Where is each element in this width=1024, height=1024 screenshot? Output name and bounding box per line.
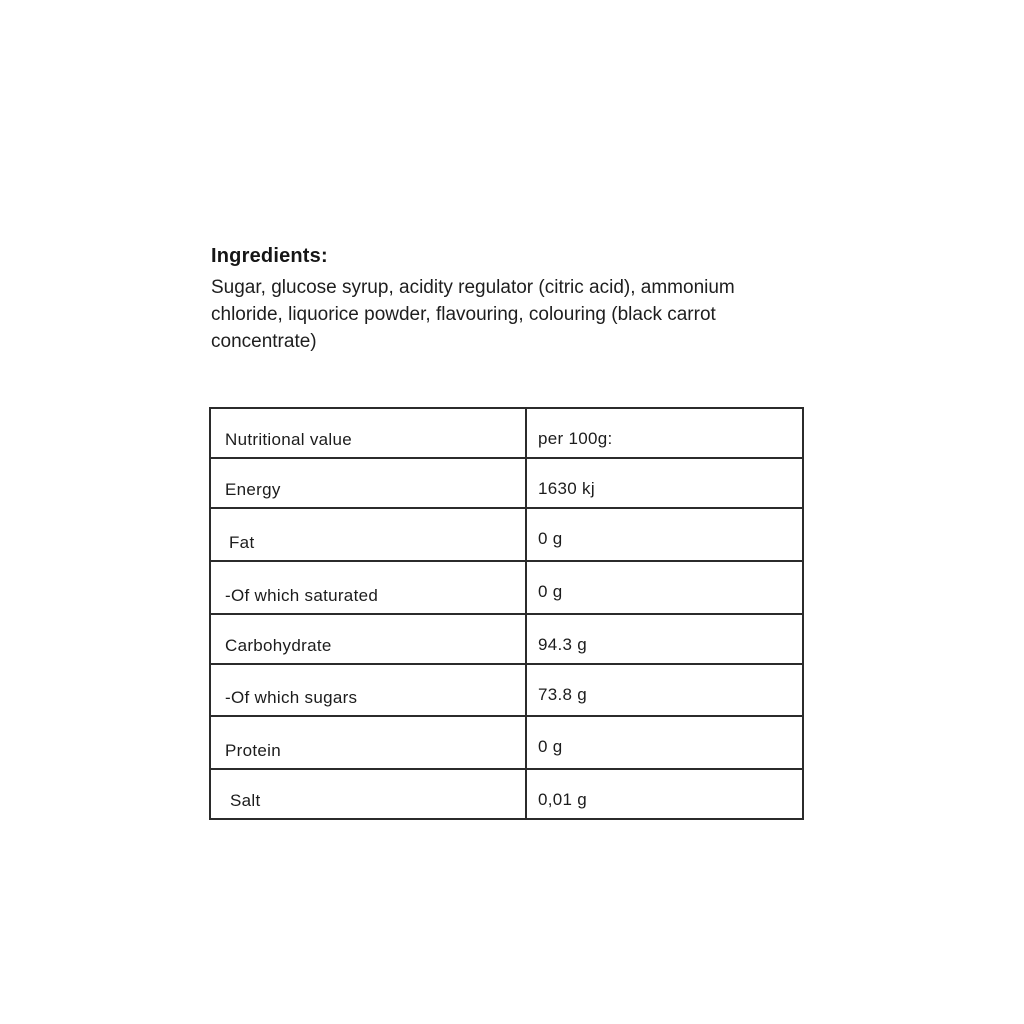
header-value: per 100g: <box>526 408 803 458</box>
ingredients-line: Sugar, glucose syrup, acidity regulator (citric acid), ammonium <box>211 277 735 298</box>
row-label: -Of which sugars <box>210 664 526 716</box>
row-value: 0,01 g <box>526 769 803 819</box>
row-value: 73.8 g <box>526 664 803 716</box>
table-row <box>210 614 803 664</box>
table-header-row <box>210 408 803 458</box>
row-value: 94.3 g <box>526 614 803 664</box>
ingredients-heading: Ingredients: <box>211 245 328 267</box>
row-label: Salt <box>210 769 526 819</box>
table-row <box>210 664 803 716</box>
row-label: Carbohydrate <box>210 614 526 664</box>
nutrition-table <box>209 407 804 820</box>
header-label: Nutritional value <box>210 408 526 458</box>
row-label: Energy <box>210 458 526 508</box>
row-value: 0 g <box>526 561 803 614</box>
row-value: 1630 kj <box>526 458 803 508</box>
row-value: 0 g <box>526 508 803 561</box>
row-label: Fat <box>210 508 526 561</box>
ingredients-line: concentrate) <box>211 331 317 352</box>
row-label: -Of which saturated <box>210 561 526 614</box>
ingredients-section <box>211 245 791 355</box>
ingredients-line: chloride, liquorice powder, flavouring, colouring (black carrot <box>211 304 716 325</box>
table-row <box>210 508 803 561</box>
row-value: 0 g <box>526 716 803 769</box>
table-row <box>210 716 803 769</box>
table-row <box>210 769 803 819</box>
table-row <box>210 458 803 508</box>
row-label: Protein <box>210 716 526 769</box>
table-row <box>210 561 803 614</box>
